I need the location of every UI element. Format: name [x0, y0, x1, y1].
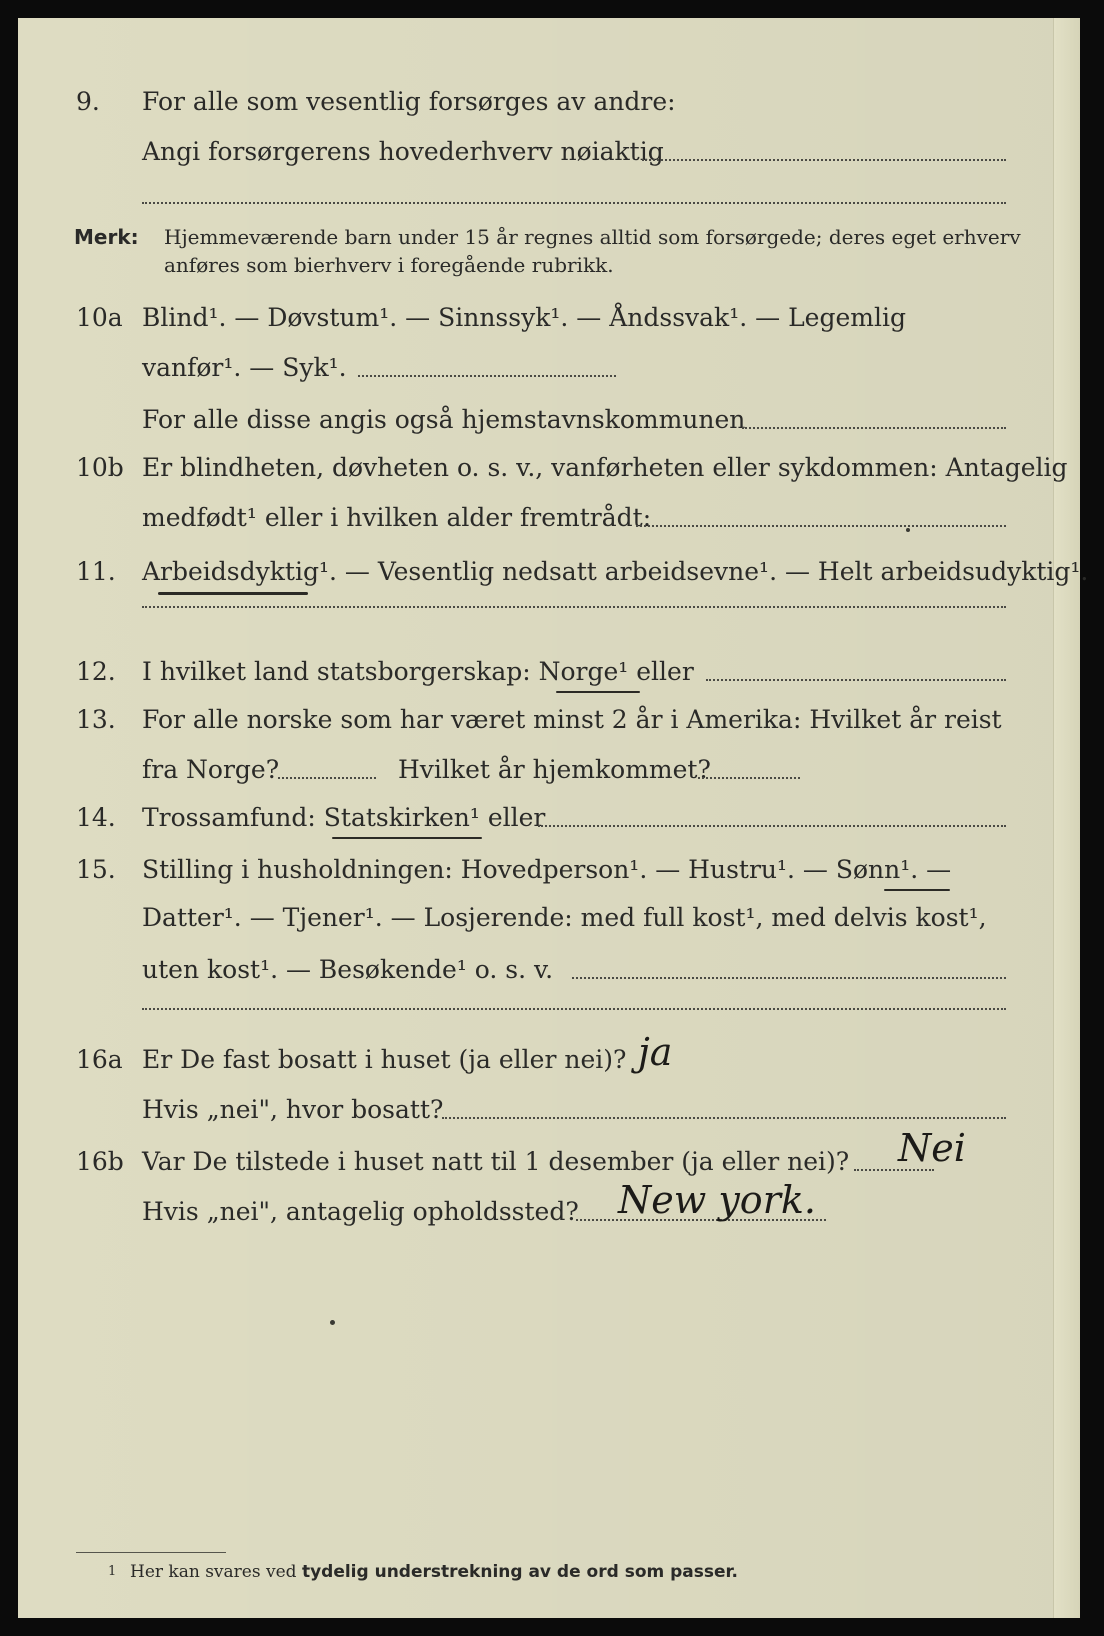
q10a-home-row [18, 400, 1068, 440]
footnote-rule [76, 1552, 226, 1553]
q16a-number: 16a [76, 1045, 123, 1074]
q9-number: 9. [76, 87, 100, 116]
footnote [18, 1558, 1068, 1586]
q16a-handwritten-answer: ja [638, 1030, 673, 1074]
q15-underline-mark [884, 889, 950, 891]
q13-year-return-line[interactable] [698, 777, 800, 779]
q11-number: 11. [76, 557, 116, 586]
merk-line-1: Hjemmeværende barn under 15 år regnes alltid som forsørgede; deres eget erhverv [164, 225, 1021, 249]
q13-sub-right: Hvilket år hjemkommet? [398, 755, 711, 784]
footnote-text-bold: tydelig understrekning av de ord som passer. [301, 1562, 738, 1582]
q11-underline-mark [158, 592, 308, 595]
q10a-sub-row [18, 348, 1068, 388]
q15-answer-line[interactable] [572, 977, 1006, 979]
q10b-text: Er blindheten, døvheten o. s. v., vanførheten eller sykdommen: Antagelig [142, 453, 1068, 482]
q14-answer-line[interactable] [538, 825, 1006, 827]
q9-answer-line[interactable] [642, 159, 1006, 161]
q10a-text: Blind¹. — Døvstum¹. — Sinnssyk¹. — Åndssvak¹. — Legemlig [142, 303, 906, 332]
q12-number: 12. [76, 657, 116, 686]
q11-answer-line[interactable] [142, 606, 1006, 608]
q16b-sub-row [18, 1192, 1068, 1232]
q13-sub-left: fra Norge? [142, 755, 280, 784]
merk-label: Merk: [74, 225, 139, 249]
q15-answer-line-2[interactable] [142, 1008, 1006, 1010]
merk-row-1 [18, 223, 1068, 251]
merk-row-2 [18, 251, 1068, 279]
q9-row [18, 82, 1068, 122]
q13-sub-row [18, 750, 1068, 790]
q12-underline-mark [556, 691, 640, 693]
q15-number: 15. [76, 855, 116, 884]
q9-sub-row [18, 132, 1068, 172]
q10b-answer-line[interactable] [636, 525, 1006, 527]
q16a-text: Er De fast bosatt i huset (ja eller nei)? [142, 1045, 627, 1074]
q13-row [18, 700, 1068, 740]
q16b-text: Var De tilstede i huset natt til 1 desember (ja eller nei)? [142, 1147, 850, 1176]
q9-text: For alle som vesentlig forsørges av andre: [142, 87, 676, 116]
q12-row [18, 652, 1068, 692]
q14-row [18, 798, 1068, 838]
q14-text: Trossamfund: Statskirken¹ eller [142, 803, 546, 832]
q10b-row [18, 448, 1068, 488]
q13-year-left-line[interactable] [278, 777, 376, 779]
q15-sub-text: Datter¹. — Tjener¹. — Losjerende: med full kost¹, med delvis kost¹, [142, 903, 987, 932]
q10b-sub-row [18, 498, 1068, 538]
ink-speck [330, 1320, 335, 1325]
q12-answer-line[interactable] [706, 679, 1006, 681]
q10b-number: 10b [76, 453, 124, 482]
q13-text: For alle norske som har været minst 2 år i Amerika: Hvilket år reist [142, 705, 1002, 734]
q16a-sub-text: Hvis „nei", hvor bosatt? [142, 1095, 444, 1124]
q10a-home-line[interactable] [742, 427, 1006, 429]
q9-sub-text: Angi forsørgerens hovederhverv nøiaktig [142, 137, 664, 166]
q15-text: Stilling i husholdningen: Hovedperson¹. — Hustru¹. — Sønn¹. — [142, 855, 952, 884]
footnote-marker: 1 [108, 1564, 117, 1579]
merk-line-2: anføres som bierhverv i foregående rubrikk. [164, 253, 614, 277]
q14-number: 14. [76, 803, 116, 832]
census-form-page [18, 18, 1089, 1618]
q10b-sub-text: medfødt¹ eller i hvilken alder fremtrådt: [142, 503, 652, 532]
q10a-row [18, 298, 1068, 338]
q15-sub2-text: uten kost¹. — Besøkende¹ o. s. v. [142, 955, 554, 984]
q16a-row [18, 1040, 1068, 1080]
q10a-number: 10a [76, 303, 123, 332]
q14-underline-mark [332, 837, 482, 839]
q13-number: 13. [76, 705, 116, 734]
q16b-handwritten-place: New york. [618, 1178, 816, 1222]
footnote-text-plain: Her kan svares ved [130, 1562, 297, 1582]
ink-speck [906, 528, 910, 532]
q15-sub-row [18, 898, 1068, 938]
q15-sub2-row [18, 950, 1068, 990]
q16a-answer-line[interactable] [442, 1117, 1006, 1119]
q11-text: Arbeidsdyktig¹. — Vesentlig nedsatt arbeidsevne¹. — Helt arbeidsudyktig¹. [142, 557, 1089, 586]
q9-answer-line-2[interactable] [142, 202, 1006, 204]
q10a-sub-text: vanfør¹. — Syk¹. [142, 353, 347, 382]
q10a-answer-line[interactable] [358, 375, 616, 377]
q12-text: I hvilket land statsborgerskap: Norge¹ eller [142, 657, 694, 686]
q10a-home-text: For alle disse angis også hjemstavnskommunen [142, 405, 746, 434]
q11-row [18, 552, 1089, 592]
q16b-handwritten-answer: Nei [898, 1126, 966, 1170]
q16a-sub-row [18, 1090, 1068, 1130]
q15-row [18, 850, 1068, 890]
q16b-sub-text: Hvis „nei", antagelig opholdssted? [142, 1197, 579, 1226]
q16b-number: 16b [76, 1147, 124, 1176]
